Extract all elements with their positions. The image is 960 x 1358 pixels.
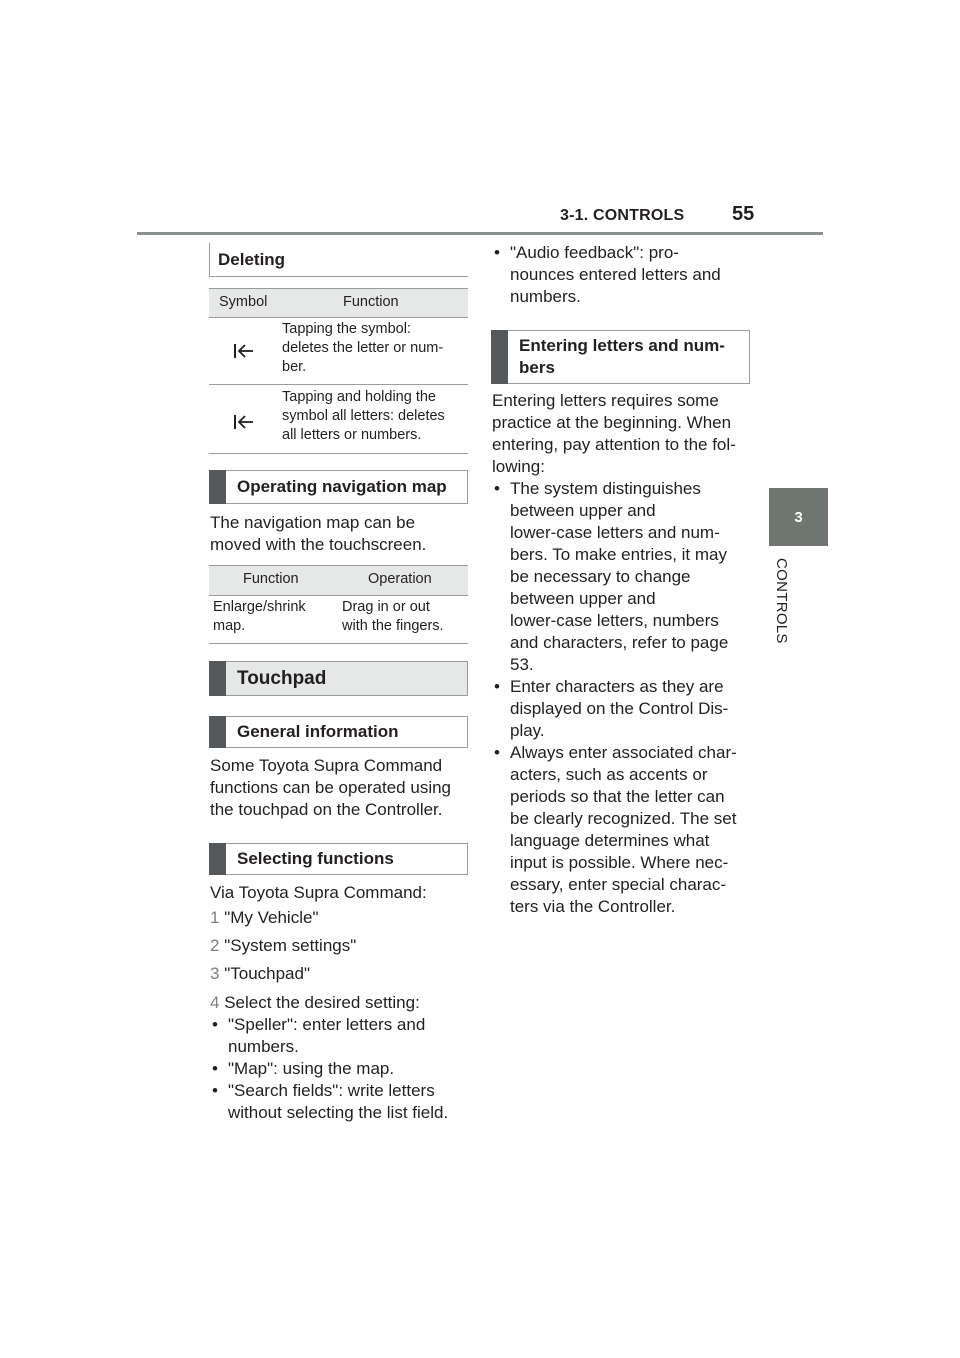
nav-map-heading xyxy=(209,470,468,504)
deleting-heading xyxy=(209,243,468,277)
text-line: numbers. xyxy=(228,1037,299,1056)
touchpad-heading-text: Touchpad xyxy=(237,667,327,689)
step-number: 2 xyxy=(210,936,220,955)
text-line: be clearly recognized. The set xyxy=(510,809,737,828)
text-line: acters, such as accents or xyxy=(510,765,708,784)
deleting-table-header xyxy=(209,288,468,318)
nav-map-table xyxy=(209,565,468,645)
deleting-row1-function xyxy=(282,320,443,377)
text-line: with the fingers. xyxy=(342,618,444,634)
text-line: "Search fields": write letters xyxy=(228,1081,435,1100)
text-line: "Audio feedback": pro- xyxy=(510,243,679,262)
heading-bar xyxy=(209,470,226,504)
text-line: lowing: xyxy=(492,457,545,476)
chapter-number: 3 xyxy=(794,508,803,526)
step-text: "My Vehicle" xyxy=(224,908,319,927)
text-line: without selecting the list field. xyxy=(228,1103,449,1122)
text-line: symbol all letters: deletes xyxy=(282,408,445,424)
text-line: entering, pay attention to the fol- xyxy=(492,435,736,454)
bullet-dot: • xyxy=(494,243,500,262)
audio-feedback-bullet xyxy=(492,242,762,308)
general-info-heading-text: General information xyxy=(237,722,399,741)
text-line: Tapping and holding the xyxy=(282,389,436,405)
bullet-item xyxy=(210,1014,480,1058)
bullet-item xyxy=(210,1080,480,1124)
text-line: play. xyxy=(510,721,545,740)
text-line: lower-case letters, numbers xyxy=(510,611,719,630)
general-info-heading xyxy=(209,716,468,748)
heading-bar xyxy=(491,330,508,384)
step-text: Select the desired setting: xyxy=(224,993,420,1012)
entering-intro xyxy=(492,390,736,478)
header-rule xyxy=(137,232,823,235)
nav-map-heading-text: Operating navigation map xyxy=(237,477,447,496)
nav-col-operation: Operation xyxy=(368,571,432,587)
bullet-item xyxy=(492,242,762,308)
selecting-step-4 xyxy=(210,992,420,1014)
deleting-col-symbol: Symbol xyxy=(219,294,268,310)
text-line: 53. xyxy=(510,655,534,674)
bullet-item xyxy=(492,478,762,676)
step-number: 4 xyxy=(210,993,220,1012)
chapter-side-label xyxy=(770,558,790,658)
text-line: between upper and xyxy=(510,501,656,520)
nav-map-table-header xyxy=(209,565,468,596)
bullet-dot: • xyxy=(494,479,500,498)
step-text: "Touchpad" xyxy=(224,964,310,983)
text-line: bers xyxy=(519,358,555,377)
entering-heading xyxy=(491,330,750,384)
step-number: 3 xyxy=(210,964,220,983)
selecting-heading xyxy=(209,843,468,875)
chapter-label: CONTROLS xyxy=(773,558,790,644)
bullet-dot: • xyxy=(494,743,500,762)
row-divider xyxy=(209,384,468,385)
text-line: between upper and xyxy=(510,589,656,608)
text-line: practice at the beginning. When xyxy=(492,413,732,432)
text-line: ber. xyxy=(282,359,307,375)
deleting-col-function: Function xyxy=(343,294,399,310)
selecting-heading-text: Selecting functions xyxy=(237,849,394,868)
heading-bar xyxy=(209,661,226,696)
section-title: 3-1. CONTROLS xyxy=(560,207,685,224)
deleting-row2-function xyxy=(282,388,445,445)
row-divider xyxy=(209,453,468,454)
text-line: Entering letters requires some xyxy=(492,391,719,410)
text-line: Enter characters as they are xyxy=(510,677,724,696)
text-line: essary, enter special charac- xyxy=(510,875,727,894)
selecting-bullets xyxy=(210,1014,480,1124)
backspace-icon xyxy=(233,413,255,431)
text-line: Drag in or out xyxy=(342,599,430,615)
row-divider xyxy=(209,643,468,644)
general-info-text xyxy=(210,755,451,821)
page-number: 55 xyxy=(732,203,755,225)
heading-bar xyxy=(209,716,226,748)
nav-row-operation xyxy=(342,598,444,636)
bullet-item xyxy=(492,742,762,918)
text-line: deletes the letter or num- xyxy=(282,340,444,356)
chapter-tab xyxy=(769,488,828,546)
selecting-intro: Via Toyota Supra Command: xyxy=(210,883,427,902)
text-line: Tapping the symbol: xyxy=(282,321,411,337)
deleting-table xyxy=(209,288,468,454)
touchpad-heading xyxy=(209,661,468,696)
selecting-step-2 xyxy=(210,935,356,957)
text-line: Always enter associated char- xyxy=(510,743,737,762)
text-line: moved with the touchscreen. xyxy=(210,535,427,554)
text-line: be necessary to change xyxy=(510,567,691,586)
heading-bar xyxy=(209,843,226,875)
bullet-dot: • xyxy=(212,1081,218,1100)
text-line: The navigation map can be xyxy=(210,513,416,532)
text-line: the touchpad on the Controller. xyxy=(210,800,443,819)
text-line: map. xyxy=(213,618,246,634)
text-line: The system distinguishes xyxy=(510,479,701,498)
text-line: nounces entered letters and xyxy=(510,265,721,284)
backspace-icon xyxy=(233,342,255,360)
entering-heading-text xyxy=(519,335,725,379)
bullet-item xyxy=(210,1058,480,1080)
text-line: displayed on the Control Dis- xyxy=(510,699,729,718)
text-line: periods so that the letter can xyxy=(510,787,725,806)
text-line: ters via the Controller. xyxy=(510,897,676,916)
nav-map-text xyxy=(210,512,426,556)
text-line: all letters or numbers. xyxy=(282,427,422,443)
text-line: bers. To make entries, it may xyxy=(510,545,727,564)
step-text: "System settings" xyxy=(224,936,357,955)
text-line: Entering letters and num- xyxy=(519,336,725,355)
deleting-heading-text: Deleting xyxy=(218,249,286,269)
text-line: numbers. xyxy=(510,287,581,306)
bullet-item xyxy=(492,676,762,742)
nav-row-function xyxy=(213,598,306,636)
bullet-dot: • xyxy=(212,1059,218,1078)
text-line: functions can be operated using xyxy=(210,778,452,797)
text-line: lower-case letters and num- xyxy=(510,523,720,542)
nav-col-function: Function xyxy=(243,571,299,587)
text-line: "Map": using the map. xyxy=(228,1059,395,1078)
text-line: input is possible. Where nec- xyxy=(510,853,729,872)
text-line: "Speller": enter letters and xyxy=(228,1015,426,1034)
bullet-dot: • xyxy=(494,677,500,696)
step-number: 1 xyxy=(210,908,220,927)
text-line: Some Toyota Supra Command xyxy=(210,756,443,775)
selecting-step-3 xyxy=(210,963,310,985)
text-line: Enlarge/shrink xyxy=(213,599,306,615)
text-line: language determines what xyxy=(510,831,710,850)
bullet-dot: • xyxy=(212,1015,218,1034)
text-line: and characters, refer to page xyxy=(510,633,729,652)
entering-bullets xyxy=(492,478,762,918)
selecting-step-1 xyxy=(210,907,318,929)
